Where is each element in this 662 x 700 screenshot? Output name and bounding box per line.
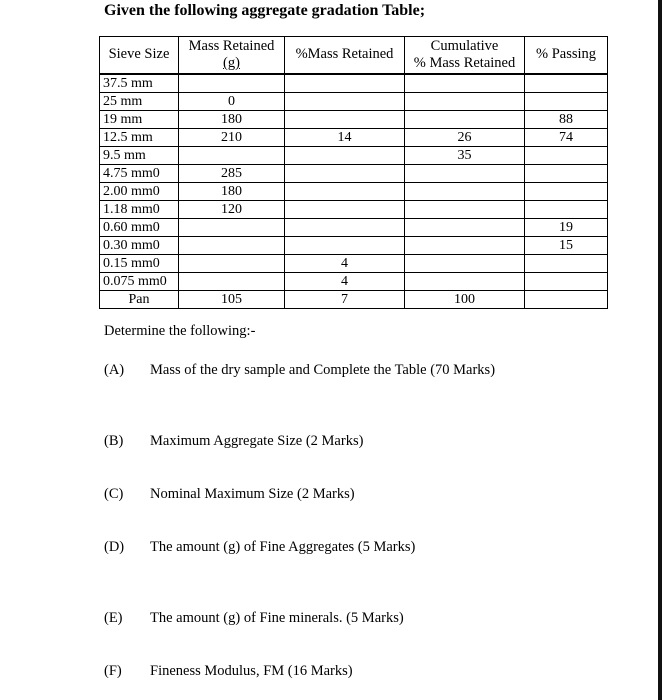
table-row (100, 147, 608, 165)
cell-passing: 74 (525, 129, 608, 147)
cell-cumulative (405, 273, 525, 291)
cell-mass (179, 147, 285, 165)
table-row (100, 93, 608, 111)
cell-cumulative (405, 165, 525, 183)
question-text: Mass of the dry sample and Complete the Table (70 Marks) (150, 362, 496, 378)
cell-mass: 120 (179, 201, 285, 219)
cell-pct-mass (285, 219, 405, 237)
table-row (100, 183, 608, 201)
header-cumulative-line1: Cumulative (430, 37, 499, 54)
question-letter: (C) (104, 486, 124, 502)
cell-pct-mass (285, 111, 405, 129)
question-letter: (B) (104, 433, 124, 449)
cell-sieve: 1.18 mm0 (100, 201, 179, 219)
question-text: Maximum Aggregate Size (2 Marks) (150, 433, 364, 449)
cell-sieve: Pan (100, 291, 179, 309)
table-row (100, 165, 608, 183)
question-b (104, 433, 363, 450)
cell-cumulative: 26 (405, 129, 525, 147)
cell-passing (525, 255, 608, 273)
cell-sieve: 2.00 mm0 (100, 183, 179, 201)
question-f (104, 663, 353, 680)
cell-mass (179, 74, 285, 93)
cell-pct-mass (285, 183, 405, 201)
cell-passing: 88 (525, 111, 608, 129)
cell-sieve: 25 mm (100, 93, 179, 111)
cell-cumulative (405, 111, 525, 129)
question-letter: (E) (104, 610, 123, 626)
cell-mass: 210 (179, 129, 285, 147)
cell-pct-mass: 4 (285, 273, 405, 291)
cell-passing (525, 183, 608, 201)
cell-mass (179, 219, 285, 237)
cell-pct-mass (285, 201, 405, 219)
cell-pct-mass: 14 (285, 129, 405, 147)
cell-sieve: 0.075 mm0 (100, 273, 179, 291)
gradation-table (99, 36, 608, 309)
table-body (100, 74, 608, 309)
table-row (100, 219, 608, 237)
header-pct-mass-retained: %Mass Retained (285, 37, 405, 75)
table-row (100, 129, 608, 147)
table-row (100, 291, 608, 309)
table-row (100, 111, 608, 129)
cell-sieve: 0.15 mm0 (100, 255, 179, 273)
cell-pct-mass (285, 93, 405, 111)
cell-sieve: 4.75 mm0 (100, 165, 179, 183)
table-row (100, 273, 608, 291)
cell-sieve: 0.60 mm0 (100, 219, 179, 237)
cell-cumulative (405, 201, 525, 219)
header-mass-retained (179, 37, 285, 75)
cell-mass: 105 (179, 291, 285, 309)
cell-pct-mass: 7 (285, 291, 405, 309)
cell-passing (525, 291, 608, 309)
cell-pct-mass (285, 237, 405, 255)
question-d (104, 539, 415, 556)
table-row (100, 74, 608, 93)
cell-mass: 180 (179, 111, 285, 129)
cell-passing: 15 (525, 237, 608, 255)
cell-cumulative (405, 219, 525, 237)
table-row (100, 237, 608, 255)
table-header-row (100, 37, 608, 75)
cell-mass (179, 255, 285, 273)
cell-sieve: 9.5 mm (100, 147, 179, 165)
cell-sieve: 12.5 mm (100, 129, 179, 147)
cell-mass: 180 (179, 183, 285, 201)
header-mass-retained-unit: (g) (223, 55, 240, 71)
cell-pct-mass: 4 (285, 255, 405, 273)
cell-cumulative (405, 183, 525, 201)
question-letter: (F) (104, 663, 122, 679)
determine-heading: Determine the following:- (104, 323, 256, 339)
cell-sieve: 0.30 mm0 (100, 237, 179, 255)
header-cumulative-line2: % Mass Retained (413, 55, 516, 71)
header-sieve-size: Sieve Size (100, 37, 179, 75)
header-cumulative (405, 37, 525, 75)
question-c (104, 486, 355, 503)
cell-mass: 0 (179, 93, 285, 111)
cell-sieve: 19 mm (100, 111, 179, 129)
cell-passing (525, 93, 608, 111)
cell-cumulative (405, 237, 525, 255)
question-text: Fineness Modulus, FM (16 Marks) (150, 663, 353, 679)
question-letter: (D) (104, 539, 125, 555)
header-mass-retained-line1: Mass Retained (188, 37, 275, 54)
cell-cumulative (405, 93, 525, 111)
cell-passing (525, 273, 608, 291)
question-e (104, 610, 404, 627)
question-text: The amount (g) of Fine Aggregates (5 Marks) (150, 539, 416, 555)
page-title: Given the following aggregate gradation Table; (104, 2, 426, 19)
question-a (104, 362, 495, 379)
table-row (100, 201, 608, 219)
table-row (100, 255, 608, 273)
cell-cumulative: 35 (405, 147, 525, 165)
question-text: Nominal Maximum Size (2 Marks) (150, 486, 355, 502)
cell-passing (525, 201, 608, 219)
cell-passing (525, 147, 608, 165)
question-text: The amount (g) of Fine minerals. (5 Marks) (150, 610, 404, 626)
cell-passing (525, 74, 608, 93)
cell-passing: 19 (525, 219, 608, 237)
cell-pct-mass (285, 147, 405, 165)
cell-sieve: 37.5 mm (100, 74, 179, 93)
cell-pct-mass (285, 74, 405, 93)
cell-mass (179, 273, 285, 291)
cell-mass (179, 237, 285, 255)
question-letter: (A) (104, 362, 125, 378)
page-edge-shadow (658, 0, 662, 700)
cell-mass: 285 (179, 165, 285, 183)
cell-pct-mass (285, 165, 405, 183)
cell-passing (525, 165, 608, 183)
cell-cumulative (405, 74, 525, 93)
header-pct-passing: % Passing (525, 37, 608, 75)
cell-cumulative: 100 (405, 291, 525, 309)
cell-cumulative (405, 255, 525, 273)
